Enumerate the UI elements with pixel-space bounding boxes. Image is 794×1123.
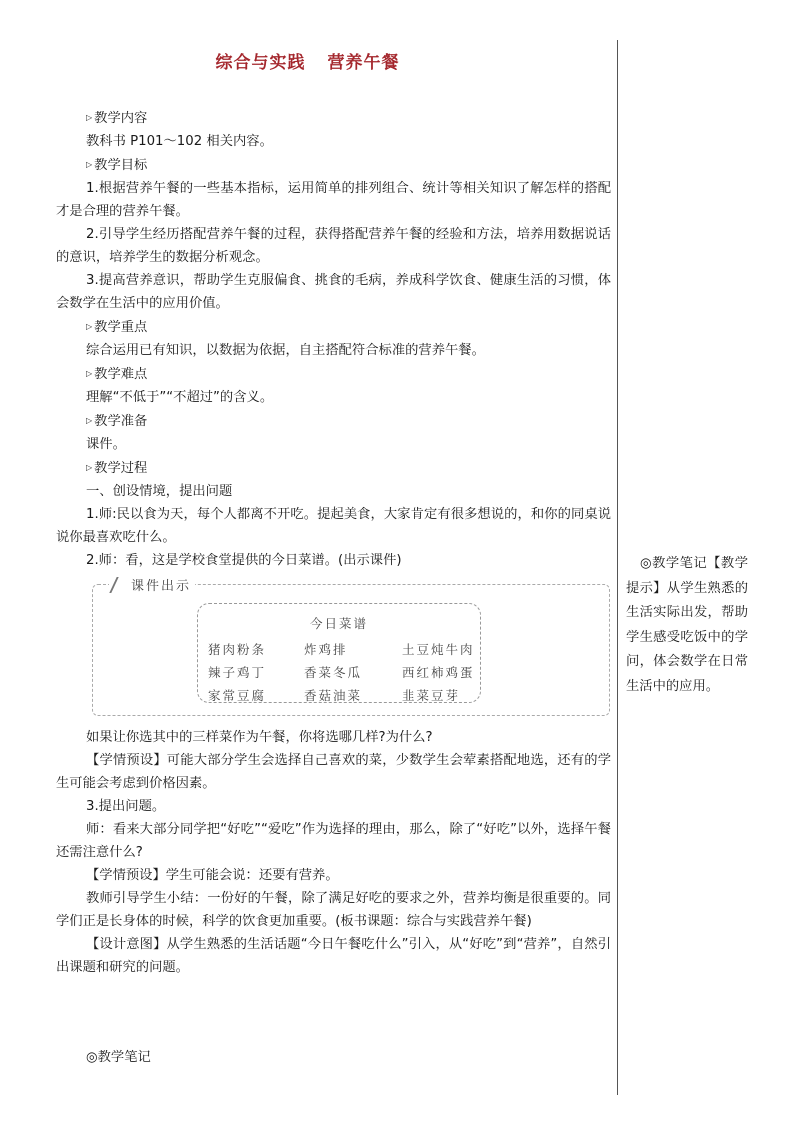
menu-dish: 土豆炖牛肉 <box>402 642 475 657</box>
teacher-summary: 教师引导学生小结：一份好的午餐，除了满足好吃的要求之外，营养均衡是很重要的。同学们正是长身体的时候，科学的饮食更加重要。(板书课题：综合与实践营养午餐) <box>56 891 611 929</box>
triangle-icon: ▷ <box>86 463 93 472</box>
menu-dish: 香菜冬瓜 <box>304 665 363 680</box>
content-text: 教科书 P101～102 相关内容。 <box>86 134 273 149</box>
student-preset-1: 【学情预设】可能大部分学生会选择自己喜欢的菜，少数学生会荤素搭配地选，还有的学生可能会考虑到价格因素。 <box>56 753 611 791</box>
margin-divider <box>617 40 618 1095</box>
preparation-text: 课件。 <box>86 437 126 452</box>
triangle-icon: ▷ <box>86 322 93 331</box>
teacher-question: 师：看来大部分同学把“好吃”“爱吃”作为选择的理由，那么，除了“好吃”以外，选择午餐还需注意什么? <box>56 822 611 860</box>
step-3: 3.提出问题。 <box>86 799 166 814</box>
key-point-text: 综合运用已有知识，以数据为依据，自主搭配符合标准的营养午餐。 <box>86 343 485 358</box>
heading-difficulty: ▷ 教学难点 <box>86 367 148 382</box>
question-text: 如果让你选其中的三样菜作为午餐，你将选哪几样?为什么? <box>86 730 433 745</box>
main-content <box>56 106 611 979</box>
menu-dish: 猪肉粉条 <box>208 642 267 657</box>
process-p2: 2.师：看，这是学校食堂提供的今日菜谱。(出示课件) <box>86 553 402 568</box>
heading-preparation: ▷ 教学准备 <box>86 414 148 429</box>
heading-content: ▷ 教学内容 <box>86 111 148 126</box>
menu-dish: 辣子鸡丁 <box>208 665 267 680</box>
courseware-box <box>92 579 610 716</box>
heading-process: ▷ 教学过程 <box>86 461 148 476</box>
objective-1: 1.根据营养午餐的一些基本指标，运用简单的排列组合、统计等相关知识了解怎样的搭配才是合理的营养午餐。 <box>56 181 611 219</box>
menu-dish: 香菇油菜 <box>304 688 363 703</box>
side-note: ◎教学笔记【教学提示】从学生熟悉的生活实际出发，帮助学生感受吃饭中的学问，体会数学在日常生活中的应用。 <box>626 556 748 694</box>
process-p1: 1.师:民以食为天，每个人都离不开吃。提起美食，大家肯定有很多想说的，和你的同桌说说你最喜欢吃什么。 <box>56 507 611 545</box>
triangle-icon: ▷ <box>86 416 93 425</box>
menu-dish: 西红柿鸡蛋 <box>402 665 475 680</box>
triangle-icon: ▷ <box>86 113 93 122</box>
heading-key-point: ▷ 教学重点 <box>86 320 148 335</box>
menu-dish: 炸鸡排 <box>304 642 348 657</box>
objective-2: 2.引导学生经历搭配营养午餐的过程，获得搭配营养午餐的经验和方法，培养用数据说话的意识，培养学生的数据分析观念。 <box>56 227 611 265</box>
triangle-icon: ▷ <box>86 369 93 378</box>
heading-objectives: ▷ 教学目标 <box>86 158 148 173</box>
process-step1: 一、创设情境，提出问题 <box>86 484 233 499</box>
triangle-icon: ▷ <box>86 160 93 169</box>
menu-dish: 家常豆腐 <box>208 688 267 703</box>
difficulty-text: 理解“不低于”“不超过”的含义。 <box>86 390 274 405</box>
slash-icon <box>109 577 130 593</box>
courseware-label: 课件出示 <box>109 575 195 598</box>
menu-card <box>197 603 481 703</box>
bottom-notes: ◎教学笔记 <box>86 1050 151 1065</box>
student-preset-2: 【学情预设】学生可能会说：还要有营养。 <box>86 868 339 883</box>
objective-3: 3.提高营养意识，帮助学生克服偏食、挑食的毛病，养成科学饮食、健康生活的习惯，体会数学在生活中的应用价值。 <box>56 273 611 311</box>
menu-dish: 韭菜豆芽 <box>402 688 461 703</box>
design-intent: 【设计意图】从学生熟悉的生活话题“今日午餐吃什么”引入，从“好吃”到“营养”，自然引出课题和研究的问题。 <box>56 937 611 975</box>
page-title: 综合与实践 营养午餐 <box>215 53 400 73</box>
menu-title: 今日菜谱 <box>309 616 368 631</box>
